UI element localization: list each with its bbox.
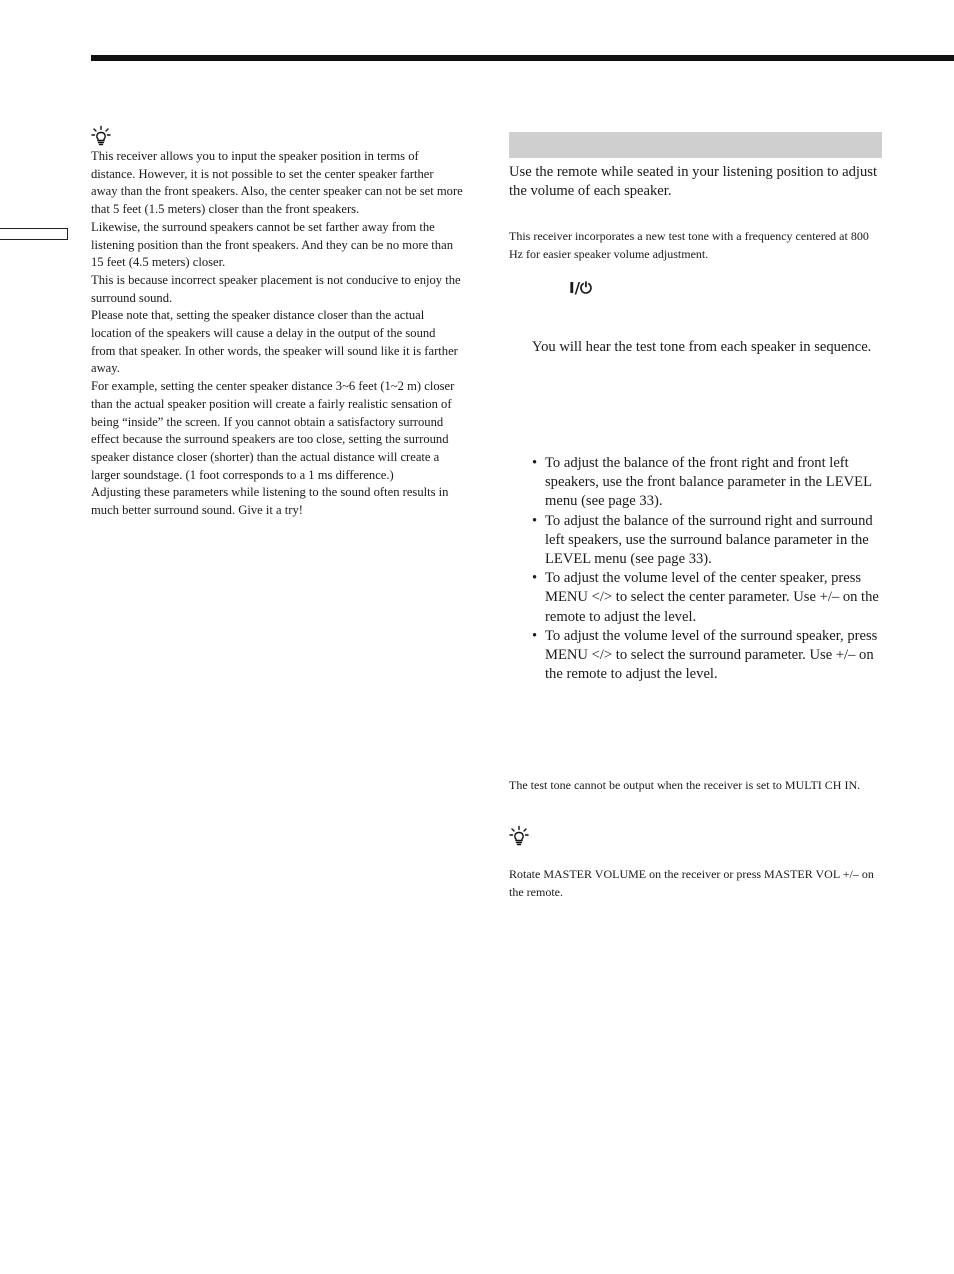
tip-text: Rotate MASTER VOLUME on the receiver or press MASTER VOL +/– on the remote. [509,867,874,899]
lightbulb-tip-icon [509,825,529,847]
list-item: • To adjust the balance of the surround right and surround left speakers, use the surround balance parameter in the LEVEL menu (see page 33). [532,512,882,570]
top-rule [91,55,954,61]
lightbulb-tip-icon [91,125,111,147]
tip-paragraph: This is because incorrect speaker placement is not conducive to enjoy the surround sound. [91,272,461,305]
left-tip-text [91,148,463,520]
note-text: The test tone cannot be output when the receiver is set to MULTI CH IN. [509,778,861,792]
list-item: • To adjust the volume level of the surround speaker, press MENU </> to select the surround parameter. Use +/– on the remote to adjust the level. [532,627,882,685]
intro-text: Use the remote while seated in your listening position to adjust the volume of each speaker. [509,164,878,200]
adjustment-bullet-list [532,454,882,684]
power-button-symbol: I/⏻ [569,279,592,297]
tip-paragraph: Likewise, the surround speakers cannot be set farther away from the listening position than the front speakers. And they can be no more than 15 feet (4.5 meters) closer. [91,219,453,270]
side-section-tab [0,228,68,240]
section-heading-bar [509,132,882,158]
tip-paragraph: Please note that, setting the speaker distance closer than the actual location of the speakers will cause a delay in the output of the sound from that speaker. In other words, the speaker will sound like it is farther away. [91,308,458,376]
step-text: You will hear the test tone from each speaker in sequence. [532,339,872,355]
list-item: • To adjust the volume level of the center speaker, press MENU </> to select the center parameter. Use +/– on the remote to adjust the level. [532,569,882,627]
tip-paragraph: Adjusting these parameters while listening to the sound often results in much better surround sound. Give it a try! [91,485,449,518]
tip-paragraph: This receiver allows you to input the speaker position in terms of distance. However, it is not possible to set the center speaker farther away than the front speakers. Also, the center speaker can not be set more that 5 feet (1.5 meters) closer than the front speakers. [91,149,463,217]
list-item: • To adjust the balance of the front right and front left speakers, use the front balance parameter in the LEVEL menu (see page 33). [532,454,882,512]
test-tone-note: This receiver incorporates a new test tone with a frequency centered at 800 Hz for easier speaker volume adjustment. [509,229,869,261]
tip-paragraph: For example, setting the center speaker distance 3~6 feet (1~2 m) closer than the actual speaker position will create a fairly realistic sensation of being “inside” the screen. If you cannot obtain a satisfactory surround effect because the surround speakers are too close, setting the surround speaker distance closer (shorter) than the actual distance will create a larger soundstage. (1 foot corresponds to a 1 ms difference.) [91,379,455,482]
